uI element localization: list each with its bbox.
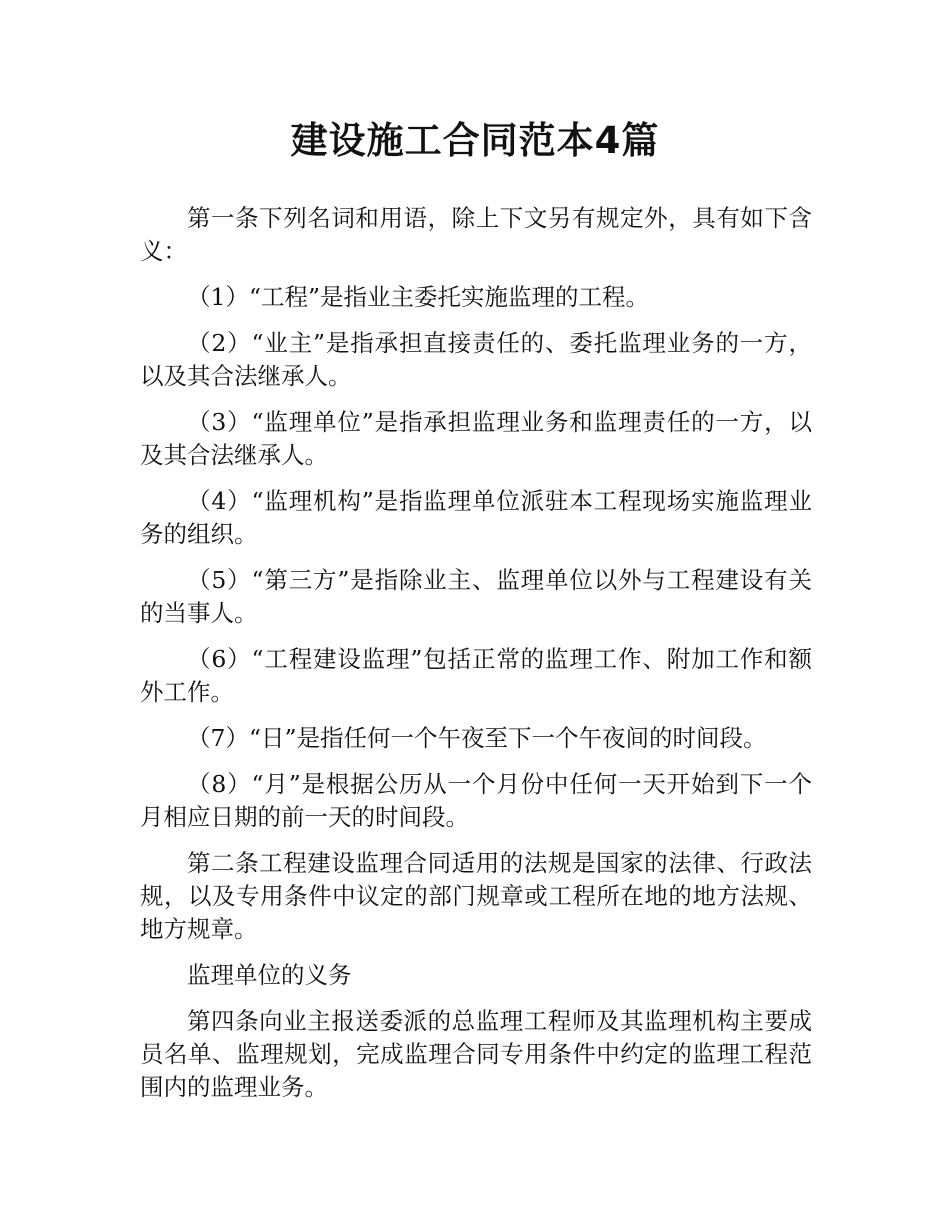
paragraph-definition-2: （2）“业主”是指承担直接责任的、委托监理业务的一方，以及其合法继承人。	[140, 329, 812, 390]
document-title: 建设施工合同范本4篇	[290, 119, 660, 162]
document-body	[140, 202, 812, 1117]
paragraph-definition-1: （1）“工程”是指业主委托实施监理的工程。	[187, 283, 649, 311]
paragraph-definition-3: （3）“监理单位”是指承担监理业务和监理责任的一方，以及其合法继承人。	[140, 408, 812, 469]
paragraph-article-2: 第二条工程建设监理合同适用的法规是国家的法律、行政法规，以及专用条件中议定的部门规章或工程所在地的地方法规、地方规章。	[140, 849, 812, 943]
paragraph-definition-7: （7）“日”是指任何一个午夜至下一个午夜间的时间段。	[187, 724, 767, 752]
paragraph-definition-6: （6）“工程建设监理”包括正常的监理工作、附加工作和额外工作。	[140, 645, 812, 706]
section-heading-obligations: 监理单位的义务	[187, 961, 352, 989]
paragraph-article-4: 第四条向业主报送委派的总监理工程师及其监理机构主要成员名单、监理规划，完成监理合同专用条件中约定的监理工程范围内的监理业务。	[140, 1007, 812, 1101]
paragraph-definition-8: （8）“月”是根据公历从一个月份中任何一天开始到下一个月相应日期的前一天的时间段。	[140, 770, 812, 831]
paragraph-article-1: 第一条下列名词和用语，除上下文另有规定外，具有如下含义：	[140, 204, 812, 265]
paragraph-definition-4: （4）“监理机构”是指监理单位派驻本工程现场实施监理业务的组织。	[140, 487, 812, 548]
paragraph-definition-5: （5）“第三方”是指除业主、监理单位以外与工程建设有关的当事人。	[140, 566, 812, 627]
